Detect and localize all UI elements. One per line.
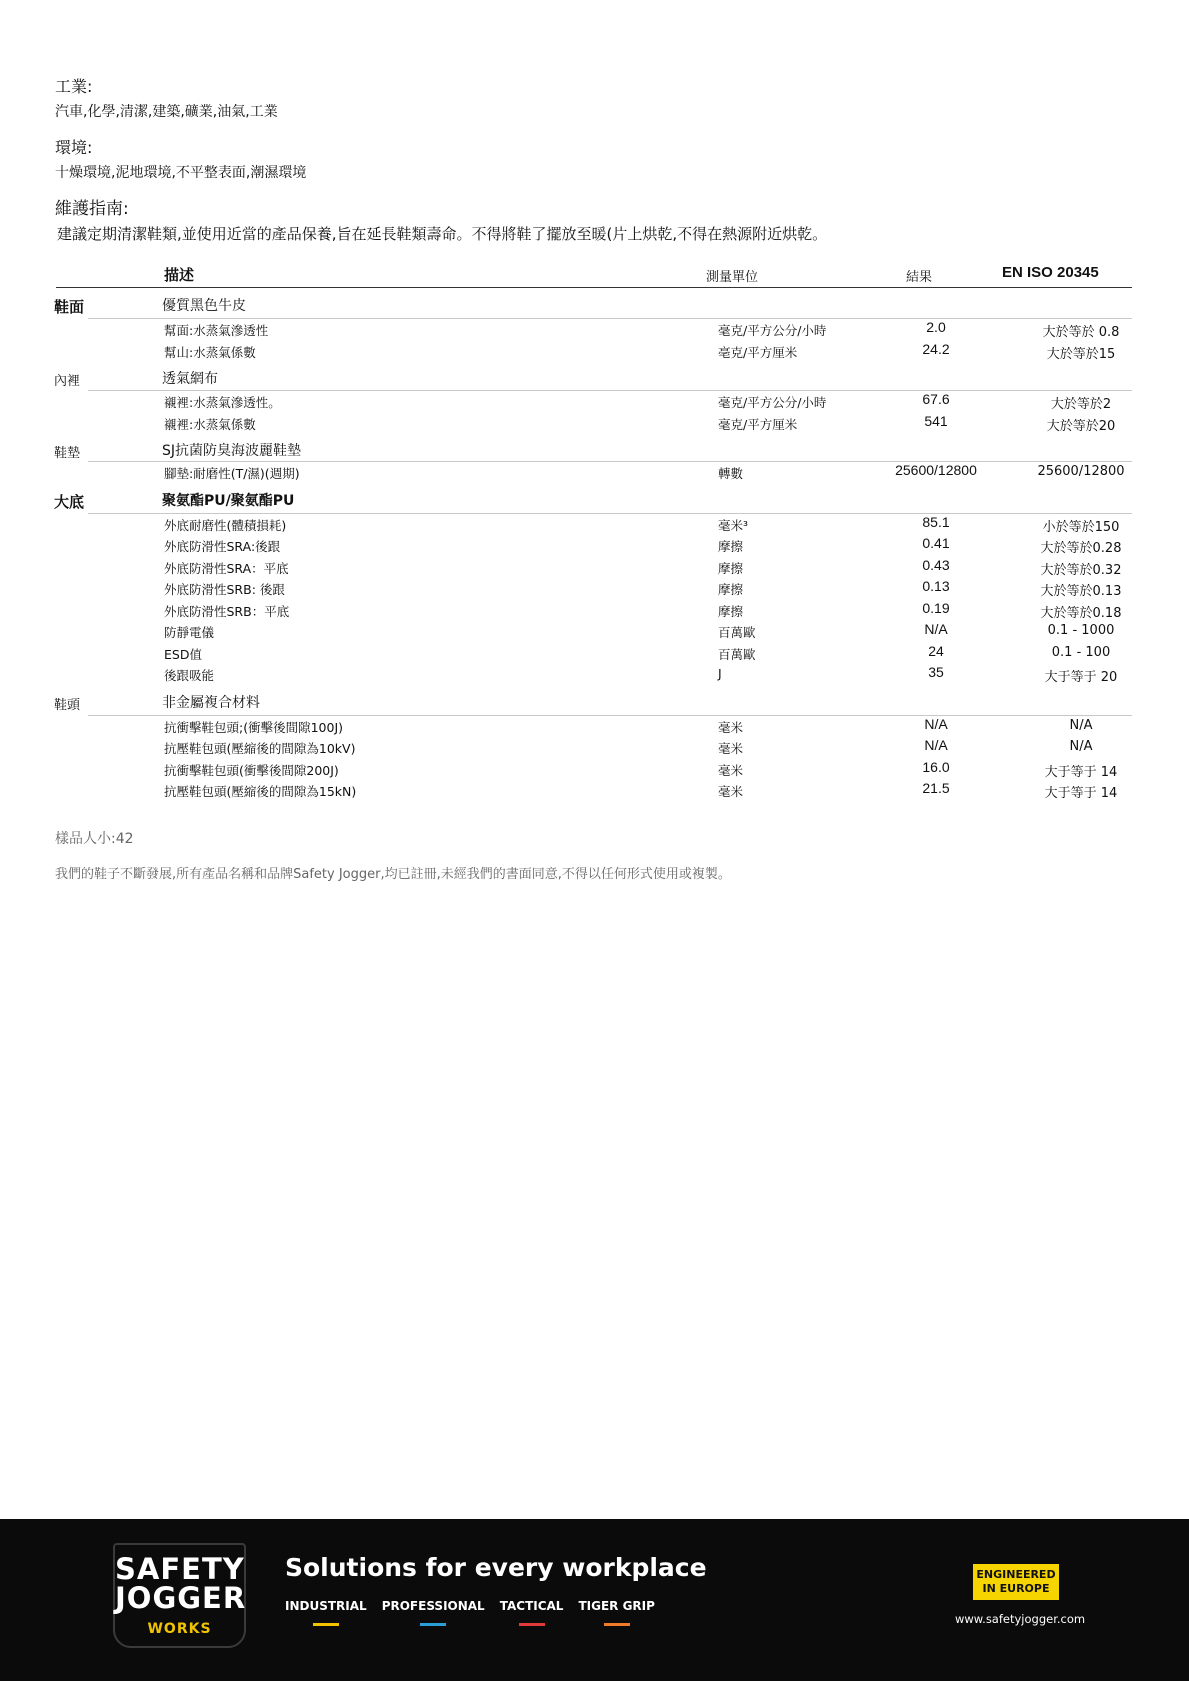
row-description: ESD值 [164, 646, 202, 662]
row-standard: 0.1 - 1000 [1047, 623, 1115, 638]
row-result: 67.6 [922, 391, 950, 407]
group-material: 非金屬複合材料 [162, 694, 260, 711]
logo-line3: WORKS [147, 1621, 212, 1637]
row-standard: 25600/12800 [1037, 464, 1125, 479]
row-result: 25600/12800 [895, 462, 977, 478]
row-description: 外底耐磨性(體積損耗) [164, 517, 287, 533]
category-tactical[interactable] [500, 1599, 564, 1613]
group-name: 鞋頭 [54, 697, 81, 713]
row-unit: 百萬歐 [718, 625, 756, 640]
row-unit: 毫米 [718, 741, 744, 756]
website-url: www.safetyjogger.com [955, 1612, 1086, 1626]
category-label: TACTICAL [499, 1599, 564, 1613]
care-text: 建議定期清潔鞋類,並使用近當的產品保養,旨在延長鞋類壽命。不得將鞋了擺放至暖(片上烘乾,不得在熱源附近烘乾。 [57, 225, 828, 243]
row-description: 幫面:水蒸氣滲透性 [164, 323, 269, 338]
badge-line1: ENGINEERED [976, 1568, 1056, 1581]
table-row [56, 412, 1132, 434]
row-unit: 毫克/平方公分/小時 [718, 323, 827, 338]
row-unit: 毫米 [718, 784, 744, 799]
table-row [56, 620, 1132, 642]
row-standard: 大于等于 20 [1044, 670, 1118, 685]
header-result: 結果 [906, 270, 933, 285]
row-standard: 大于等于 14 [1044, 786, 1118, 801]
table-row [56, 736, 1132, 758]
row-result: 85.1 [922, 513, 950, 530]
row-standard: 大於等於0.28 [1040, 541, 1122, 556]
row-description: 外底防滑性SRB：平底 [164, 603, 290, 619]
category-industrial[interactable] [285, 1599, 367, 1613]
header-description: 描述 [164, 266, 195, 284]
category-underline [519, 1623, 545, 1626]
row-unit: 毫米 [718, 762, 744, 778]
group-material: SJ抗菌防臭海波麗鞋墊 [162, 443, 302, 459]
row-result: 35 [928, 664, 944, 680]
row-standard: 大於等於0.18 [1040, 605, 1122, 621]
row-unit: 毫米 [718, 719, 744, 735]
table-row [56, 318, 1132, 340]
row-result: 2.0 [926, 319, 946, 335]
category-list [285, 1599, 670, 1613]
table-group [56, 361, 1132, 433]
row-standard: 大于等于 14 [1044, 764, 1118, 780]
table-group [56, 685, 1132, 801]
table-header [56, 262, 1132, 288]
row-unit: 百萬歐 [718, 646, 756, 662]
row-standard: 小於等於150 [1042, 519, 1120, 535]
table-row [56, 390, 1132, 412]
row-result: N/A [924, 621, 948, 637]
row-standard: 大於等於 0.8 [1042, 325, 1120, 340]
row-description: 外底防滑性SRB: 後跟 [164, 582, 285, 597]
group-name: 鞋墊 [54, 446, 81, 461]
row-unit: 摩擦 [718, 603, 744, 619]
environment-section [55, 135, 306, 182]
row-description: 外底防滑性SRA:後跟 [164, 539, 281, 554]
row-standard: 大於等於0.32 [1040, 562, 1122, 578]
row-description: 外底防滑性SRA：平底 [164, 560, 289, 576]
table-row [56, 779, 1132, 801]
row-description: 抗衝擊鞋包頭(衝擊後間隙200J) [164, 762, 339, 778]
disclaimer: 我們的鞋子不斷發展,所有產品名稱和品牌Safety Jogger,均已註冊,未經我們的書面同意,不得以任何形式使用或複製。 [55, 867, 731, 882]
row-result: 0.13 [922, 578, 950, 594]
group-header [56, 361, 1132, 390]
row-result: 0.41 [922, 535, 950, 551]
care-section [55, 194, 827, 244]
row-description: 腳墊:耐磨性(T/濕)(週期) [164, 466, 300, 481]
badge-line2: IN EUROPE [982, 1582, 1050, 1595]
row-standard: N/A [1069, 739, 1093, 754]
row-standard: 大於等於15 [1046, 346, 1116, 362]
spec-table [56, 262, 1132, 801]
row-description: 抗壓鞋包頭(壓縮後的間隙為10kV) [164, 741, 356, 756]
safety-jogger-logo [113, 1543, 246, 1648]
table-body [56, 288, 1132, 801]
row-result: 24.2 [922, 340, 950, 357]
row-unit: 摩擦 [718, 560, 744, 576]
row-standard: 0.1 - 100 [1051, 644, 1111, 660]
header-unit: 測量單位 [706, 270, 759, 285]
group-material: 透氣網布 [162, 371, 218, 387]
category-underline [420, 1623, 446, 1626]
table-row [56, 642, 1132, 664]
table-row [56, 513, 1132, 535]
row-unit: 轉數 [718, 466, 744, 481]
environment-text: 十燥環境,泥地環境,不平整表面,潮濕環境 [55, 165, 307, 181]
row-unit: J [718, 666, 722, 681]
table-group [56, 483, 1132, 685]
group-header [56, 685, 1132, 715]
environment-heading: 環境: [55, 138, 93, 157]
group-material: 聚氨酯PU/聚氨酯PU [162, 492, 295, 509]
row-result: N/A [924, 737, 948, 753]
category-professional[interactable] [382, 1599, 485, 1613]
category-underline [604, 1623, 630, 1626]
row-description: 後跟吸能 [164, 668, 215, 683]
row-description: 幫山:水蒸氣係數 [164, 344, 256, 360]
row-result: 16.0 [922, 758, 950, 775]
row-result: N/A [924, 715, 948, 732]
table-row [56, 534, 1132, 556]
category-label: PROFESSIONAL [381, 1599, 485, 1613]
group-name: 內裡 [54, 374, 81, 389]
table-row [56, 556, 1132, 578]
table-row [56, 577, 1132, 599]
row-unit: 毫米³ [718, 517, 749, 533]
logo-line2: JOGGER [115, 1581, 247, 1615]
group-header [56, 483, 1132, 513]
row-unit: 摩擦 [718, 539, 744, 554]
row-description: 抗壓鞋包頭(壓縮後的間隙為15kN) [164, 784, 357, 799]
table-row [56, 599, 1132, 621]
group-name: 鞋面 [54, 298, 85, 316]
industry-section [55, 74, 278, 121]
row-result: 24 [928, 642, 944, 659]
category-label: INDUSTRIAL [285, 1599, 367, 1613]
row-result: 541 [924, 412, 948, 429]
row-description: 防靜電儀 [164, 625, 215, 640]
row-description: 抗衝擊鞋包頭;(衝擊後間隙100J) [164, 719, 344, 735]
table-row [56, 663, 1132, 685]
row-result: 0.19 [922, 599, 950, 616]
row-standard: 大於等於0.13 [1040, 584, 1122, 599]
table-row [56, 340, 1132, 362]
table-row [56, 715, 1132, 737]
row-description: 襯裡:水蒸氣係數 [164, 416, 256, 432]
row-standard: N/A [1069, 717, 1093, 733]
row-result: 0.43 [922, 556, 950, 573]
row-unit: 毫克/平方公分/小時 [718, 395, 827, 410]
table-row [56, 758, 1132, 780]
logo-line1: SAFETY [115, 1552, 245, 1586]
table-group [56, 433, 1132, 483]
category-underline [313, 1623, 339, 1626]
care-heading: 維護指南: [55, 199, 129, 219]
row-standard: 大於等於2 [1050, 397, 1112, 412]
group-header [56, 433, 1132, 461]
footer [0, 1519, 1189, 1681]
group-name: 大底 [54, 492, 85, 511]
table-group [56, 288, 1132, 361]
industry-text: 汽車,化學,清潔,建築,礦業,油氣,工業 [55, 104, 278, 120]
tagline: Solutions for every workplace [285, 1553, 707, 1582]
header-standard: EN ISO 20345 [1002, 264, 1099, 281]
row-description: 襯裡:水蒸氣滲透性。 [164, 395, 281, 410]
row-unit: 毫克/平方厘米 [718, 416, 798, 432]
engineered-badge [973, 1564, 1059, 1600]
row-result: 21.5 [922, 780, 950, 796]
group-header [56, 288, 1132, 318]
table-row [56, 461, 1132, 483]
group-material: 優質黑色牛皮 [162, 298, 246, 314]
industry-heading: 工業: [55, 77, 93, 96]
category-label: TIGER GRIP [578, 1599, 655, 1613]
row-unit: 亳克/平方厘米 [718, 344, 798, 360]
row-unit: 摩擦 [718, 582, 744, 597]
row-standard: 大於等於20 [1046, 418, 1116, 434]
category-tiger-grip[interactable] [578, 1599, 654, 1613]
sample-size: 樣品人小:42 [55, 831, 134, 847]
